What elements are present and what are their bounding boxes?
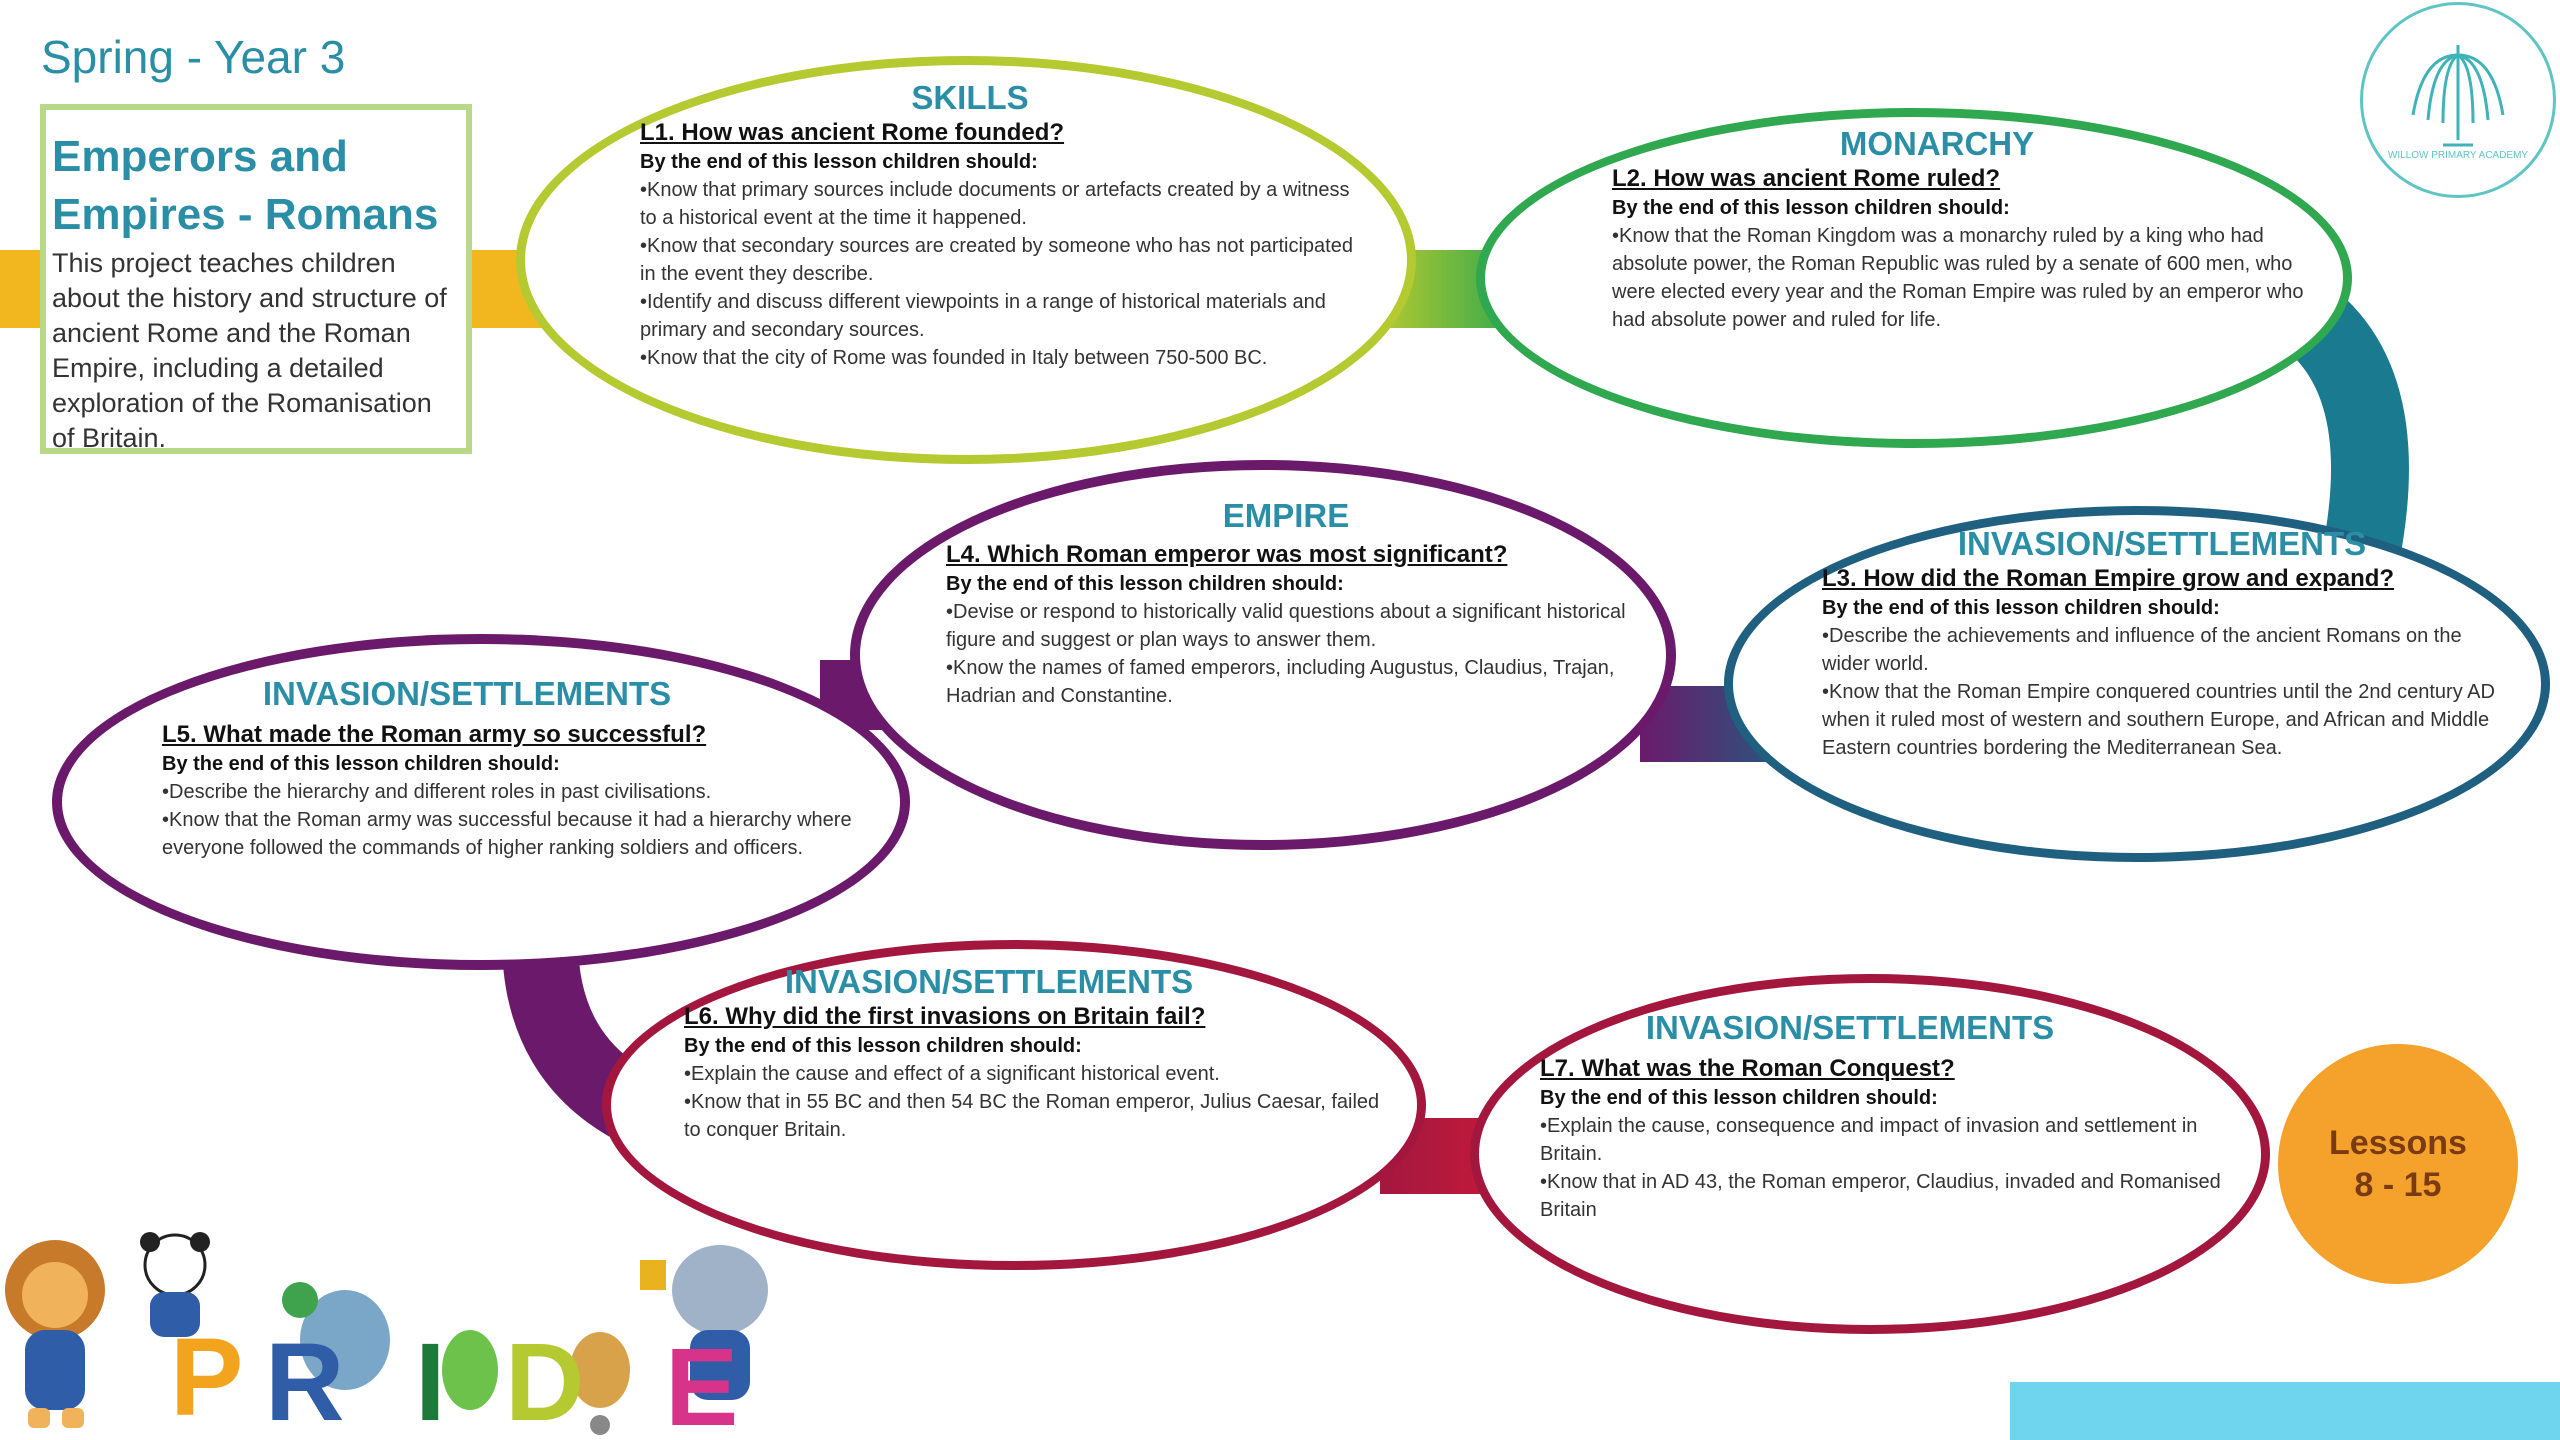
project-description: This project teaches children about the history and structure of ancient Rome and the Roman Empire, including a detailed exploration of the Romanisation of Britain. <box>52 248 447 453</box>
pride-letter: I <box>415 1321 446 1440</box>
lesson-point: •Explain the cause, consequence and impact of invasion and settlement in Britain. <box>1540 1115 2198 1165</box>
lesson-point: •Know that the Roman Kingdom was a monarchy ruled by a king who had absolute power, the Roman Republic was ruled by a senate of 600 men, who were elected every year and the Roman Empire was ruled by an emperor who had absolute power and ruled for life. <box>1612 225 2304 331</box>
pride-letter: D <box>505 1321 585 1440</box>
lesson-point: •Know that in AD 43, the Roman emperor, Claudius, invaded and Romanised Britain <box>1540 1171 2221 1221</box>
footer-accent-bar <box>2010 1382 2560 1440</box>
lesson-question: L6. Why did the first invasions on Britain fail? <box>684 1003 1206 1030</box>
lesson-content-l6 <box>684 962 1384 1144</box>
lesson-content-l7 <box>1540 1008 2240 1224</box>
lesson-question: L3. How did the Roman Empire grow and expand? <box>1822 565 2395 592</box>
lesson-question: L5. What made the Roman army so successful? <box>162 721 707 748</box>
lesson-point: •Explain the cause and effect of a significant historical event. <box>684 1063 1220 1085</box>
lesson-point: •Describe the hierarchy and different roles in past civilisations. <box>162 781 712 803</box>
lesson-category: INVASION/SETTLEMENTS <box>784 963 1194 1000</box>
lesson-point: •Devise or respond to historically valid questions about a significant historical figure and suggest or plan ways to answer them. <box>946 601 1626 651</box>
lesson-question: L2. How was ancient Rome ruled? <box>1612 165 2001 192</box>
lesson-category: INVASION/SETTLEMENTS <box>1957 525 2367 562</box>
pride-mascots-banner <box>0 1220 800 1440</box>
logo-text: WILLOW PRIMARY ACADEMY <box>2387 150 2529 161</box>
lesson-intro: By the end of this lesson children should: <box>640 151 1038 173</box>
school-logo <box>2360 2 2556 198</box>
lesson-question: L1. How was ancient Rome founded? <box>640 119 1065 146</box>
lesson-intro: By the end of this lesson children should: <box>162 753 560 775</box>
lesson-point: •Identify and discuss different viewpoints in a range of historical materials and primary and secondary sources. <box>640 291 1326 341</box>
pride-letter: E <box>665 1326 739 1440</box>
lessons-badge-line2: 8 - 15 <box>2354 1166 2442 1204</box>
project-title-line1: Emperors and <box>52 132 348 181</box>
lesson-category: INVASION/SETTLEMENTS <box>1645 1009 2055 1046</box>
lesson-content-l5 <box>162 674 862 862</box>
lesson-category: INVASION/SETTLEMENTS <box>262 675 672 712</box>
lesson-intro: By the end of this lesson children should: <box>1612 197 2010 219</box>
lessons-badge-line1: Lessons <box>2329 1124 2467 1162</box>
lesson-point: •Know that in 55 BC and then 54 BC the Roman emperor, Julius Caesar, failed to conquer Britain. <box>684 1091 1380 1141</box>
pride-letter: R <box>265 1321 345 1440</box>
project-intro-box <box>40 104 472 454</box>
lesson-intro: By the end of this lesson children should: <box>1540 1087 1938 1109</box>
lesson-point: •Describe the achievements and influence of the ancient Romans on the wider world. <box>1822 625 2462 675</box>
lesson-category: EMPIRE <box>1222 497 1350 534</box>
willow-tree-icon <box>2363 5 2553 195</box>
pride-letter: P <box>170 1316 244 1439</box>
lesson-content-l4 <box>946 496 1626 710</box>
page-title: Spring - Year 3 <box>41 31 346 83</box>
lesson-intro: By the end of this lesson children should: <box>1822 597 2220 619</box>
lesson-question: L4. Which Roman emperor was most significant? <box>946 541 1508 568</box>
lesson-content-l2 <box>1612 124 2312 334</box>
lesson-point: •Know that the Roman Empire conquered countries until the 2nd century AD when it ruled most of western and southern Europe, and African and Middle Eastern countries bordering the Mediterranean Sea. <box>1822 681 2495 759</box>
chameleon-mascot-icon <box>442 1330 498 1410</box>
lesson-category: SKILLS <box>911 79 1029 116</box>
lesson-question: L7. What was the Roman Conquest? <box>1540 1055 1955 1082</box>
lesson-point: •Know the names of famed emperors, including Augustus, Claudius, Trajan, Hadrian and Constantine. <box>946 657 1615 707</box>
lesson-intro: By the end of this lesson children should: <box>946 573 1344 595</box>
lesson-content-l3 <box>1822 524 2502 762</box>
lesson-point: •Know that primary sources include documents or artefacts created by a witness to a historical event at the time it happened. <box>640 179 1350 229</box>
project-title-line2: Empires - Romans <box>52 190 439 239</box>
lesson-category: MONARCHY <box>1839 125 2035 162</box>
lion-mascot-icon <box>5 1240 105 1428</box>
lesson-point: •Know that secondary sources are created by someone who has not participated in the event they describe. <box>640 235 1353 285</box>
lesson-content-l1 <box>640 78 1360 372</box>
lessons-range-badge <box>2278 1044 2518 1284</box>
lesson-intro: By the end of this lesson children should: <box>684 1035 1082 1057</box>
lesson-point: •Know that the Roman army was successful because it had a hierarchy where everyone followed the commands of higher ranking soldiers and officers. <box>162 809 852 859</box>
lesson-point: •Know that the city of Rome was founded in Italy between 750-500 BC. <box>640 347 1268 369</box>
